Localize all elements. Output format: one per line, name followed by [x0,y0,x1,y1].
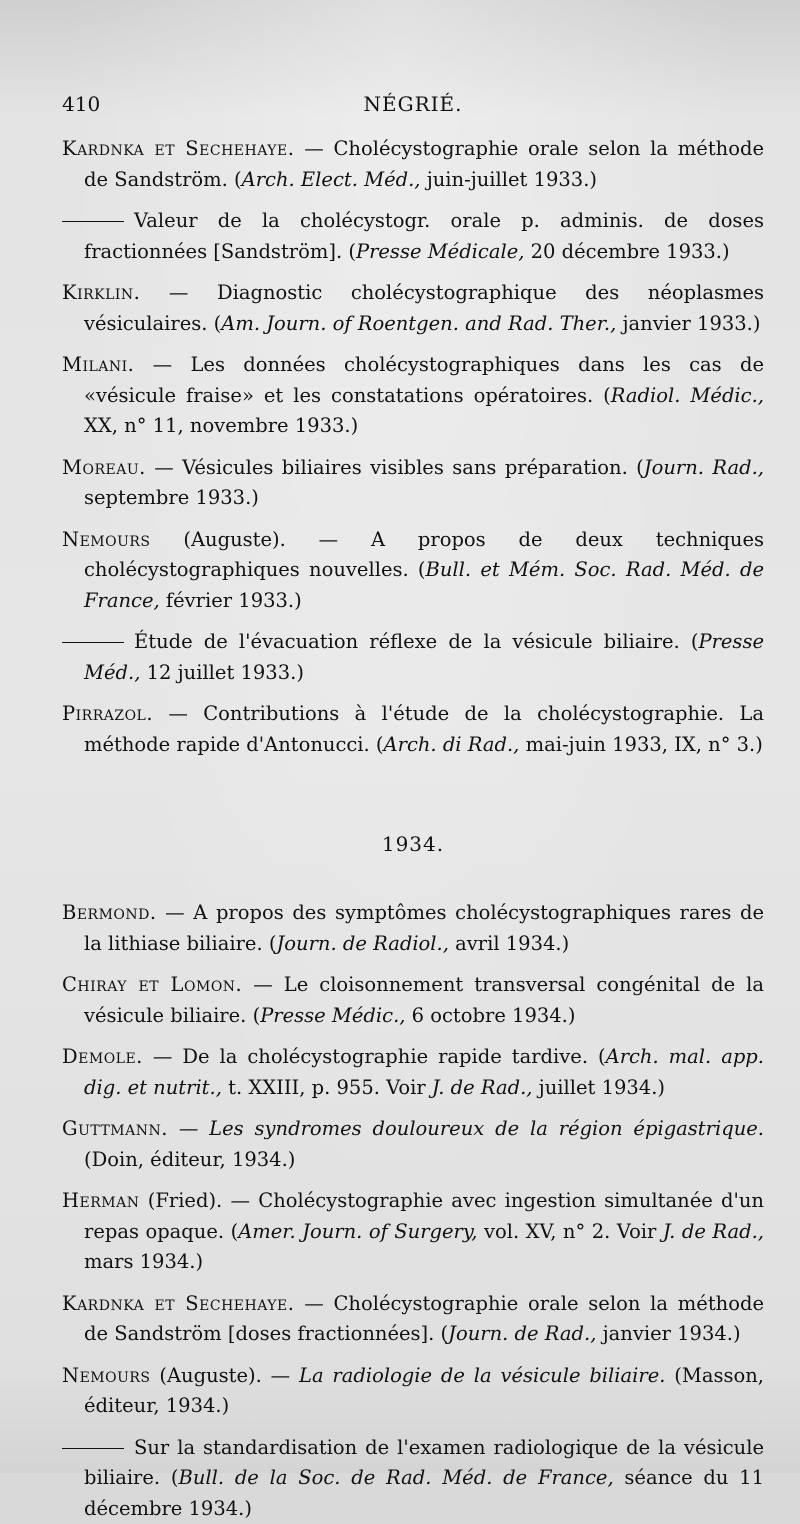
bibliography-entry [62,453,764,514]
entry-text: (Auguste). — [151,1364,299,1387]
entry-title-italic: Presse Médic., [260,1004,405,1027]
entry-title-italic: Journ. de Radiol., [276,932,448,955]
entry-title-italic: Les syndromes douloureux de la région épigastrique. [209,1117,764,1140]
entry-text: (Masson, éditeur, 1934.) [84,1364,764,1418]
bibliography-entry [62,627,764,688]
bibliography-1934 [62,898,764,1524]
entry-text: avril 1934.) [449,932,569,955]
entry-author: Kirklin. [62,281,140,304]
entry-text: juillet 1934.) [532,1076,665,1099]
entry-text: 20 décembre 1933.) [524,240,729,263]
entry-text: février 1933.) [160,589,302,612]
entry-text: — Les données cholécystographiques dans les cas de «vésicule fraise» et les constatations opératoires. ( [84,353,764,407]
entry-author: Herman [62,1189,139,1212]
bibliography-entry [62,898,764,959]
entry-text: (Doin, éditeur, 1934.) [84,1148,295,1171]
entry-text: janvier 1934.) [596,1322,740,1345]
bibliography-entry [62,278,764,339]
entry-title-italic: Arch. Elect. Méd., [242,168,421,191]
bibliography-entry [62,1289,764,1350]
entry-text: Sur la standardisation de l'examen radiologique de la vésicule biliaire. ( [84,1436,764,1490]
entry-title-italic: J. de Rad., [663,1220,764,1243]
entry-text: septembre 1933.) [84,486,259,509]
entry-text: mai-juin 1933, IX, n° 3.) [519,733,762,756]
entry-title-italic: Arch. di Rad., [384,733,520,756]
bibliography-entry [62,970,764,1031]
entry-text: — Vésicules biliaires visibles sans préparation. ( [146,456,644,479]
entry-text: t. XXIII, p. 955. Voir [222,1076,432,1099]
bibliography-entry [62,525,764,617]
entry-author: Kardnka et Sechehaye. [62,1292,294,1315]
entry-author: Guttmann. [62,1117,168,1140]
entry-author: Kardnka et Sechehaye. [62,137,294,160]
running-head: NÉGRIÉ. [62,92,764,116]
entry-author: Moreau. [62,456,146,479]
entry-text: — Le cloisonnement transversal congénital de la vésicule biliaire. ( [84,973,764,1027]
entry-author: Bermond. [62,901,157,924]
entry-text: séance du 11 décembre 1934.) [84,1466,764,1520]
entry-title-italic: J. de Rad., [432,1076,533,1099]
page-number: 410 [62,92,100,116]
entry-title-italic: Journ. Rad., [644,456,764,479]
entry-text: 6 octobre 1934.) [405,1004,575,1027]
entry-title-italic: La radiologie de la vésicule biliaire. [299,1364,665,1387]
entry-text: Étude de l'évacuation réflexe de la vésicule biliaire. ( [134,630,698,653]
entry-text: 12 juillet 1933.) [140,661,304,684]
entry-text: — [168,1117,209,1140]
entry-title-italic: Presse Méd., [84,630,764,684]
entry-author: Pirrazol. [62,702,153,725]
entry-title-italic: Bull. de la Soc. de Rad. Méd. de France, [179,1466,614,1489]
ditto-rule [62,221,124,222]
entry-text: Valeur de la cholécystogr. orale p. adminis. de doses fractionnées [Sandström]. ( [84,209,764,263]
entry-text: — Cholécystographie orale selon la méthode de Sandström. ( [84,137,764,191]
entry-text: XX, n° 11, novembre 1933.) [84,414,358,437]
entry-title-italic: Arch. mal. app. dig. et nutrit., [84,1045,764,1099]
entry-author: Nemours [62,528,151,551]
bibliography-entry [62,206,764,267]
entry-author: Nemours [62,1364,151,1387]
entry-text: — Cholécystographie orale selon la méthode de Sandström [doses fractionnées]. ( [84,1292,764,1346]
entry-author: Demole. [62,1045,143,1068]
entry-author: Chiray et Lomon. [62,973,242,996]
bibliography-entry [62,350,764,442]
year-heading: 1934. [62,832,764,856]
entry-text: vol. XV, n° 2. Voir [478,1220,663,1243]
entry-author: Milani. [62,353,134,376]
entry-title-italic: Radiol. Médic., [611,384,764,407]
entry-text: (Fried). — Cholécystographie avec ingestion simultanée d'un repas opaque. ( [84,1189,764,1243]
entry-text: janvier 1933.) [616,312,760,335]
entry-title-italic: Presse Médicale, [356,240,524,263]
entry-title-italic: Am. Journ. of Roentgen. and Rad. Ther., [221,312,616,335]
bibliography-entry [62,1114,764,1175]
bibliography-entry [62,699,764,760]
bibliography-entry [62,1433,764,1524]
ditto-rule [62,642,124,643]
entry-text: mars 1934.) [84,1250,203,1273]
bibliography-1933 [62,134,764,760]
entry-text: — De la cholécystographie rapide tardive. ( [143,1045,606,1068]
bibliography-entry [62,1186,764,1278]
bibliography-entry [62,134,764,195]
entry-text: — Diagnostic cholécystographique des néoplasmes vésiculaires. ( [84,281,764,335]
entry-text: (Auguste). — A propos de deux techniques cholécystographiques nouvelles. ( [84,528,764,582]
entry-text: — A propos des symptômes cholécystographiques rares de la lithiase biliaire. ( [84,901,764,955]
entry-title-italic: Journ. de Rad., [448,1322,596,1345]
entry-text: — Contributions à l'étude de la cholécystographie. La méthode rapide d'Antonucci. ( [84,702,764,756]
bibliography-entry [62,1361,764,1422]
entry-text: juin-juillet 1933.) [421,168,598,191]
page-header [62,92,764,122]
entry-title-italic: Amer. Journ. of Surgery, [238,1220,477,1243]
entry-title-italic: Bull. et Mém. Soc. Rad. Méd. de France, [84,558,764,612]
bibliography-entry [62,1042,764,1103]
ditto-rule [62,1448,124,1449]
